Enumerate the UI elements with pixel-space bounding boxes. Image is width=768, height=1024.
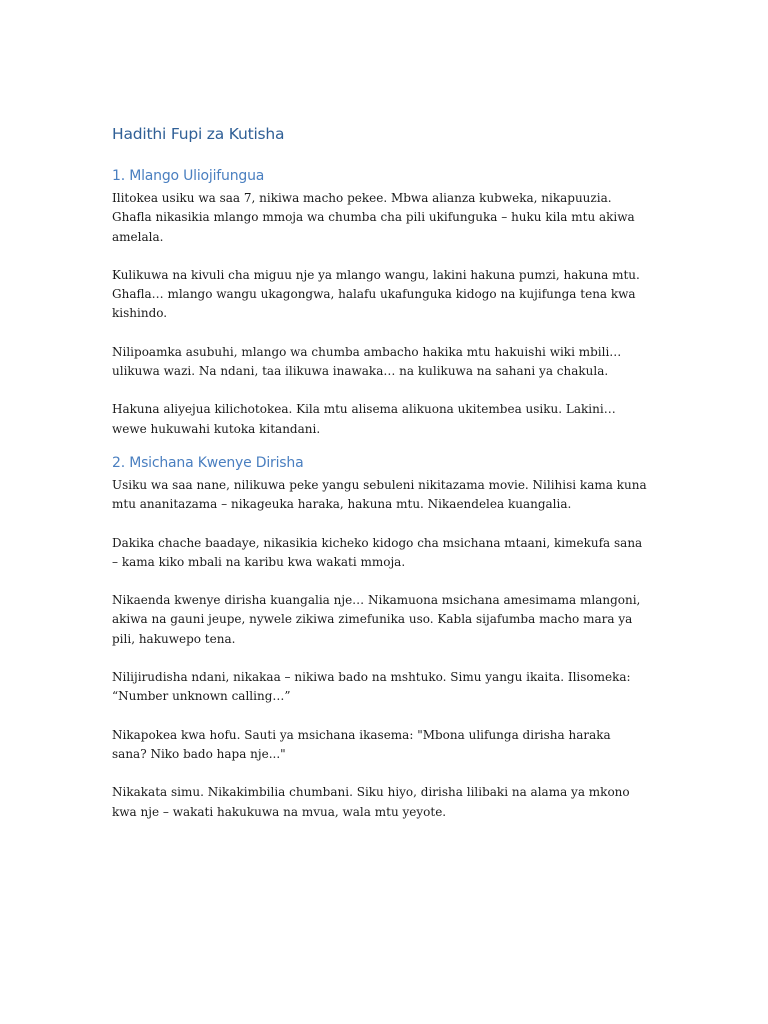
story-paragraph: Nikapokea kwa hofu. Sauti ya msichana ikasema: "Mbona ulifunga dirisha haraka sana? Niko bado hapa nje..." xyxy=(112,727,611,761)
story-paragraph: Ilitokea usiku wa saa 7, nikiwa macho pekee. Mbwa alianza kubweka, nikapuuzia. Ghafla nikasikia mlango mmoja wa chumba cha pili ukifunguka – huku kila mtu akiwa amelala. xyxy=(112,191,635,244)
story-paragraph: Kulikuwa na kivuli cha miguu nje ya mlango wangu, lakini hakuna pumzi, hakuna mtu. Ghafla… mlango wangu ukagongwa, halafu ukafunguka kidogo na kujifunga tena kwa kishindo. xyxy=(112,267,640,321)
story-section-2 xyxy=(112,453,648,822)
story-heading: 2. Msichana Kwenye Dirisha xyxy=(112,454,304,471)
story-paragraph: Dakika chache baadaye, nikasikia kicheko kidogo cha msichana mtaani, kimekufa sana – kama kiko mbali na karibu kwa wakati mmoja. xyxy=(112,535,643,569)
story-paragraph: Nikakata simu. Nikakimbilia chumbani. Siku hiyo, dirisha lilibaki na alama ya mkono kwa nje – wakati hakukuwa na mvua, wala mtu yeyote. xyxy=(112,785,630,819)
story-paragraph: Nikaenda kwenye dirisha kuangalia nje… Nikamuona msichana amesimama mlangoni, akiwa na gauni jeupe, nywele zikiwa zimefunika uso. Kabla sijafumba macho mara ya pili, hakuwepo tena. xyxy=(112,593,641,646)
story-paragraph: Nilipoamka asubuhi, mlango wa chumba ambacho hakika mtu hakuishi wiki mbili… ulikuwa wazi. Na ndani, taa ilikuwa inawaka… na kulikuwa na sahani ya chakula. xyxy=(112,344,622,379)
document-title: Hadithi Fupi za Kutisha xyxy=(112,125,285,143)
document-body xyxy=(112,122,648,822)
story-section-1 xyxy=(112,166,648,439)
story-paragraph: Hakuna aliyejua kilichotokea. Kila mtu alisema alikuona ukitembea usiku. Lakini… wewe hukuwahi kutoka kitandani. xyxy=(112,402,616,436)
story-paragraph: Nilijirudisha ndani, nikakaa – nikiwa bado na mshtuko. Simu yangu ikaita. Ilisomeka: “Number unknown calling…” xyxy=(112,670,631,704)
story-heading: 1. Mlango Uliojifungua xyxy=(112,168,265,184)
story-paragraph: Usiku wa saa nane, nilikuwa peke yangu sebuleni nikitazama movie. Nilihisi kama kuna mtu ananitazama – nikageuka haraka, hakuna mtu. Nikaendelea kuangalia. xyxy=(112,477,647,512)
